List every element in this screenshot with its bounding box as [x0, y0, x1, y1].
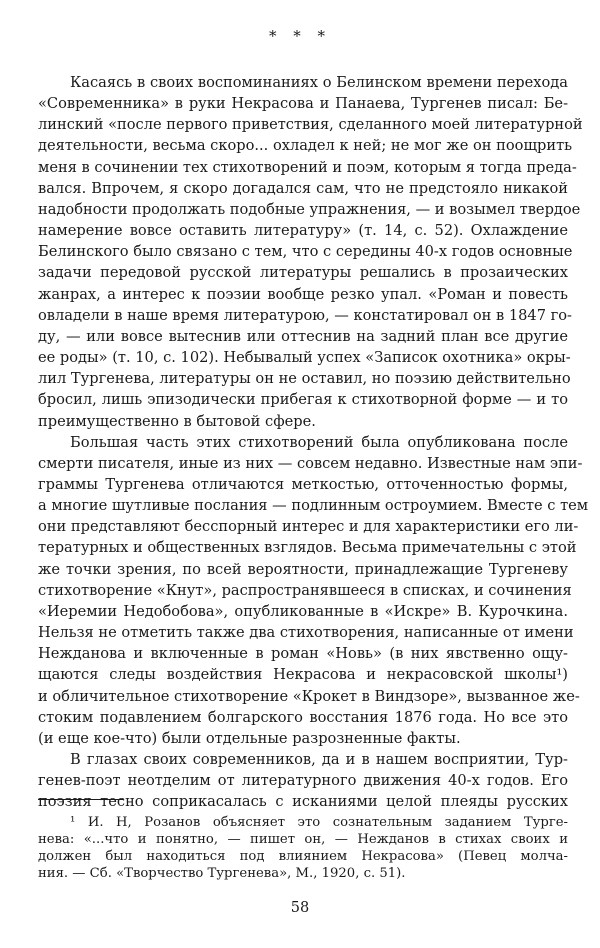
text-line: они представляют бесспорный интерес и для характеристики его ли- [38, 518, 579, 536]
section-ornament: * * * [268, 27, 332, 45]
text-line: Касаясь в своих воспоминаниях о Белинском времени перехода [70, 74, 568, 91]
text-line: В глазах своих современников, да и в нашем восприятии, Тур- [70, 751, 568, 768]
text-line: Нельзя не отметить также два стихотворения, написанные от имени [38, 624, 574, 642]
text-line: а многие шутливые послания — подлинным остроумием. Вместе с тем [38, 497, 589, 515]
text-line: бросил, лишь эпизодически прибегая к стихотворной форме — и то [38, 391, 568, 409]
text-line: тературных и общественных взглядов. Весьма примечательны с этой [38, 539, 577, 557]
footnote [38, 814, 568, 882]
text-line: задачи передовой русской литературы решались в прозаических [38, 264, 568, 282]
text-line: смерти писателя, иные из них — совсем недавно. Известные нам эпи- [38, 454, 583, 472]
text-line: стоким подавлением болгарского восстания 1876 года. Но все это [38, 708, 568, 726]
text-line: надобности продолжать подобные упражнения, — и возымел твердое [38, 200, 581, 218]
text-line: щаются следы воздействия Некрасова и некрасовской школы¹) [38, 666, 568, 684]
footnote-line: ния. — Сб. «Творчество Тургенева», М., 1920, с. 51). [38, 866, 406, 881]
text-line: Нежданова и включенные в роман «Новь» (в них явственно ощу- [38, 645, 568, 663]
footnote-line: должен был находиться под влиянием Некрасова» (Певец молча- [38, 849, 568, 864]
text-line: линский «после первого приветствия, сделанного моей литературной [38, 116, 583, 134]
text-line: и обличительное стихотворение «Крокет в Виндзоре», вызванное же- [38, 687, 580, 705]
text-line: деятельности, весьма скоро... охладел к ней; не мог же он поощрить [38, 137, 573, 155]
text-line: Белинского было связано с тем, что с середины 40-х годов основные [38, 243, 573, 261]
text-line: преимущественно в бытовой сфере. [38, 412, 316, 430]
text-line: же точки зрения, по всей вероятности, принадлежащие Тургеневу [38, 560, 568, 578]
text-line: «Иеремии Недобобова», опубликованные в «Искре» В. Курочкина. [38, 602, 568, 620]
text-line: поэзия тесно соприкасалась с исканиями целой плеяды русских [38, 793, 568, 811]
text-line: ее роды» (т. 10, с. 102). Небывалый успех «Записок охотника» окры- [38, 349, 571, 367]
text-line: (и еще кое-что) были отдельные разрозненные факты. [38, 729, 461, 747]
footnote-line: ¹ И. Н, Розанов объясняет это сознательным заданием Турге- [70, 815, 568, 830]
main-text [38, 72, 589, 812]
text-line: меня в сочинении тех стихотворений и поэм, которым я тогда преда- [38, 158, 577, 176]
text-line: лил Тургенева, литературы он не оставил, но поэзию действительно [38, 370, 571, 388]
page-number: 58 [290, 900, 310, 916]
text-line: генев-поэт неотделим от литературного движения 40-х годов. Его [38, 772, 568, 790]
footnote-separator [38, 799, 123, 800]
text-line: стихотворение «Кнут», распространявшееся в списках, и сочинения [38, 581, 572, 599]
footnote-line: нева: «...что и понятно, — пишет он, — Нежданов в стихах своих и [38, 832, 568, 847]
text-line: намерение вовсе оставить литературу» (т. 14, с. 52). Охлаждение [38, 222, 568, 240]
text-line: жанрах, а интерес к поэзии вообще резко упал. «Роман и повесть [38, 285, 568, 303]
text-line: вался. Впрочем, я скоро догадался сам, что не предстояло никакой [38, 179, 568, 197]
text-line: Большая часть этих стихотворений была опубликована после [70, 433, 568, 451]
text-line: граммы Тургенева отличаются меткостью, отточенностью формы, [38, 475, 568, 493]
text-line: ду, — или вовсе вытеснив или оттеснив на задний план все другие [38, 327, 568, 345]
text-line: овладели в наше время литературою, — констатировал он в 1847 го- [38, 306, 572, 324]
text-line: «Современника» в руки Некрасова и Панаева, Тургенев писал: Бе- [38, 95, 568, 113]
